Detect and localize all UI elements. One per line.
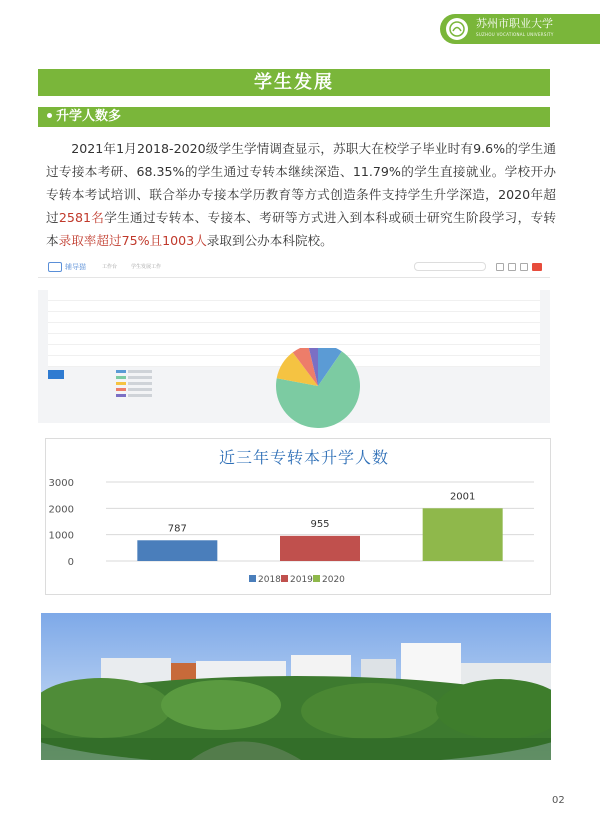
table-row xyxy=(48,301,540,312)
pie-legend-swatch xyxy=(116,388,126,391)
legend-label: 2018 xyxy=(258,575,281,585)
survey-system-screenshot xyxy=(38,256,550,423)
screenshot-breadcrumb xyxy=(38,278,550,290)
app-logo-icon xyxy=(48,262,62,272)
paragraph-text-2: 学生通过专转本、专接本、考研等方式进入到本科或硕士研究生阶段学习，专转本 xyxy=(46,210,556,248)
chart-y-ticks xyxy=(49,478,74,568)
pie-legend-text xyxy=(128,382,152,385)
pie-legend-text xyxy=(128,388,152,391)
logo-emblem-icon xyxy=(446,18,468,40)
legend-swatch xyxy=(281,575,288,582)
data-label: 787 xyxy=(167,523,187,535)
pie-legend xyxy=(116,370,152,397)
bullet-dot-icon xyxy=(47,113,52,118)
data-label: 2001 xyxy=(449,491,476,503)
pie-chart xyxy=(276,348,360,428)
legend-swatch xyxy=(313,575,320,582)
legend-swatch xyxy=(249,575,256,582)
bar-chart xyxy=(46,439,550,594)
data-label: 955 xyxy=(310,518,330,530)
page-title: 学生发展 xyxy=(38,69,550,96)
campus-photo xyxy=(41,613,551,760)
chart-legend xyxy=(249,575,345,585)
logo-subtitle: SUZHOU VOCATIONAL UNIVERSITY xyxy=(476,32,554,37)
section-heading-text: 升学人数多 xyxy=(56,109,122,124)
pie-legend-swatch xyxy=(116,376,126,379)
bar-chart-card xyxy=(45,438,551,595)
body-paragraph xyxy=(46,137,556,252)
bell-icon xyxy=(508,263,516,271)
table-row xyxy=(48,312,540,323)
table-row xyxy=(48,290,540,301)
highlight-admission-rate: 录取率超过75%且1003人 xyxy=(58,233,207,248)
y-tick-label: 0 xyxy=(67,557,74,568)
bar-2020 xyxy=(423,508,503,561)
pie-legend-swatch xyxy=(116,370,126,373)
highlight-2581: 2581名 xyxy=(58,210,105,225)
user-icon xyxy=(520,263,528,271)
bar-2019 xyxy=(280,536,360,561)
pie-legend-text xyxy=(128,376,152,379)
section-heading xyxy=(38,107,550,127)
legend-label: 2020 xyxy=(322,575,345,585)
legend-label: 2019 xyxy=(290,575,313,585)
bar-2018 xyxy=(137,540,217,561)
campus-photo-illustration xyxy=(41,613,551,760)
paragraph-text-3: 录取到公办本科院校。 xyxy=(206,233,333,248)
nav-item-development: 学生发展工作 xyxy=(131,264,162,270)
pie-legend-swatch xyxy=(116,382,126,385)
nav-item-workbench: 工作台 xyxy=(102,264,118,270)
screenshot-pie-area xyxy=(38,348,550,428)
pie-legend-text xyxy=(128,370,152,373)
y-tick-label: 3000 xyxy=(48,478,74,489)
search-box xyxy=(414,262,486,271)
logo-name: 苏州市职业大学 xyxy=(476,17,553,30)
screenshot-topbar xyxy=(38,256,550,278)
page-number: 02 xyxy=(552,795,565,806)
pie-legend-text xyxy=(128,394,152,397)
paragraph-text-1: 2021年1月2018-2020级学生学情调查显示，苏职大在校学子毕业时有9.6%的学生通过专接本考研、68.35%的学生通过专转本继续深造、11.79%的学生直接就业。学校开办专转本考试培训、联合举办专接本学历教育等方式创造条件支持学生升学深造，2020年超过 xyxy=(46,141,556,225)
table-row xyxy=(48,334,540,345)
table-row xyxy=(48,323,540,334)
y-tick-label: 2000 xyxy=(48,504,74,516)
app-brand: 辅导猫 xyxy=(65,262,86,271)
pie-legend-swatch xyxy=(116,394,126,397)
mail-icon xyxy=(496,263,504,271)
y-tick-label: 1000 xyxy=(48,530,74,542)
university-logo xyxy=(440,14,600,44)
notification-badge-icon xyxy=(532,263,542,271)
chart-title: 近三年专转本升学人数 xyxy=(218,448,390,467)
